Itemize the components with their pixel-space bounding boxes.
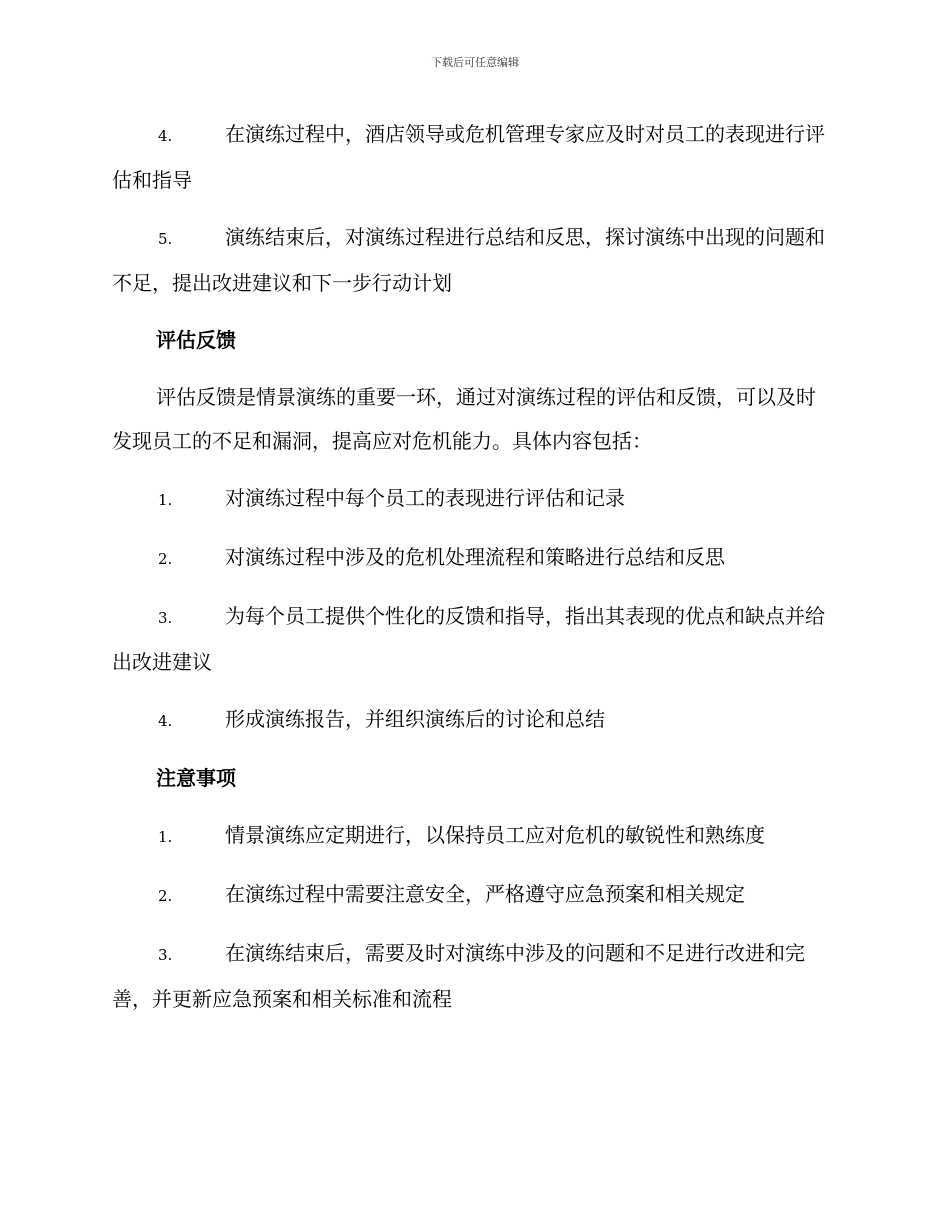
list-item — [112, 535, 834, 581]
section-paragraph: 评估反馈是情景演练的重要一环，通过对演练过程的评估和反馈，可以及时发现员工的不足和漏洞，提高应对危机能力。具体内容包括： — [112, 385, 816, 453]
list-number: 4. — [158, 712, 173, 730]
document-body — [112, 112, 834, 1034]
list-item — [112, 112, 834, 202]
list-text: 在演练结束后，需要及时对演练中涉及的问题和不足进行改进和完善，并更新应急预案和相关标准和流程 — [112, 941, 805, 1011]
list-item — [112, 872, 834, 918]
list-item — [112, 476, 834, 522]
list-number: 4. — [158, 127, 173, 145]
list-text: 对演练过程中每个员工的表现进行评估和记录 — [225, 486, 625, 510]
list-number: 1. — [158, 828, 173, 846]
section-heading-notes: 注意事项 — [156, 766, 236, 790]
list-number: 2. — [158, 550, 173, 568]
list-number: 3. — [158, 946, 173, 964]
list-number: 1. — [158, 491, 173, 509]
list-text: 对演练过程中涉及的危机处理流程和策略进行总结和反思 — [225, 545, 725, 569]
page-header: 下载后可任意编辑 — [431, 56, 519, 69]
list-text: 形成演练报告，并组织演练后的讨论和总结 — [225, 707, 605, 731]
list-text: 情景演练应定期进行，以保持员工应对危机的敏锐性和熟练度 — [225, 823, 765, 847]
list-item — [112, 215, 834, 305]
list-number: 2. — [158, 887, 173, 905]
list-text: 在演练过程中需要注意安全，严格遵守应急预案和相关规定 — [225, 882, 745, 906]
list-item — [112, 697, 834, 743]
list-item — [112, 594, 834, 684]
list-item — [112, 931, 834, 1021]
list-number: 3. — [158, 609, 173, 627]
list-text: 为每个员工提供个性化的反馈和指导，指出其表现的优点和缺点并给出改进建议 — [112, 604, 825, 674]
list-number: 5. — [158, 230, 173, 248]
list-text: 在演练过程中，酒店领导或危机管理专家应及时对员工的表现进行评估和指导 — [112, 122, 825, 192]
list-item — [112, 813, 834, 859]
list-text: 演练结束后，对演练过程进行总结和反思，探讨演练中出现的问题和不足，提出改进建议和下一步行动计划 — [112, 225, 825, 295]
section-heading-evaluation: 评估反馈 — [156, 328, 236, 352]
